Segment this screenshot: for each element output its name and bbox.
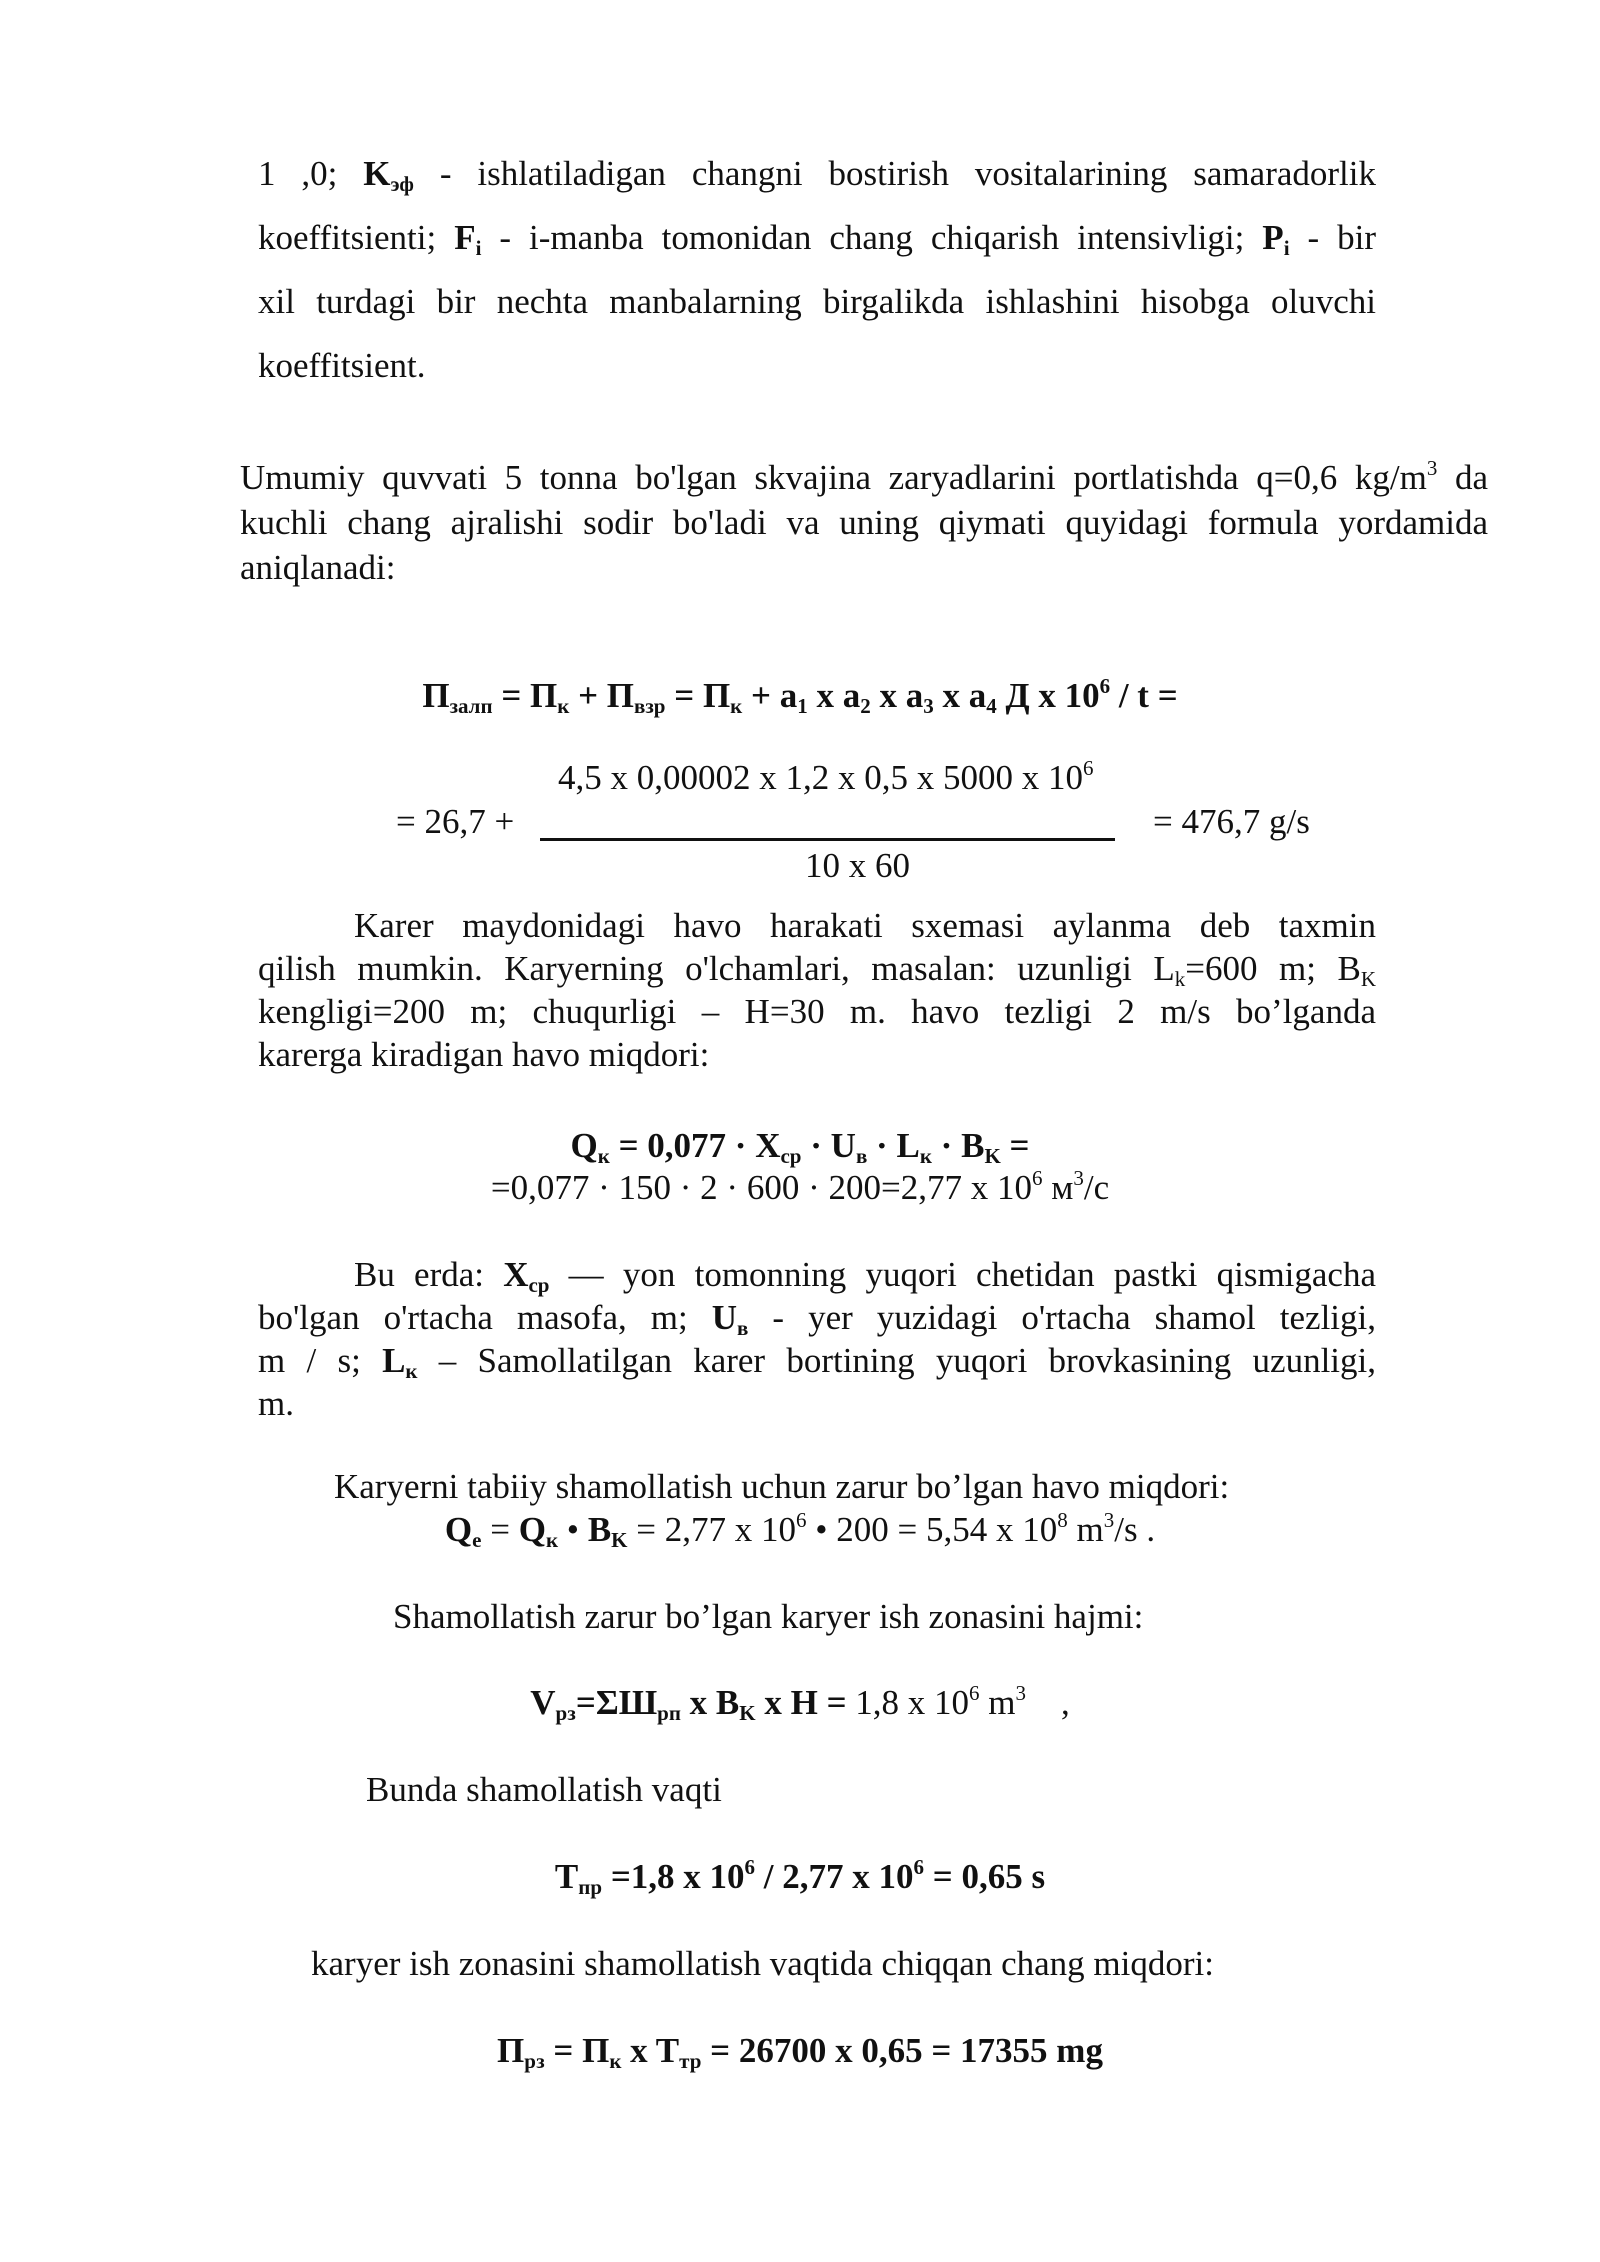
text: bo'lgan o'rtacha masofa, m; xyxy=(258,1298,712,1337)
subscript: 3 xyxy=(923,694,934,718)
formula-bold-part xyxy=(530,1683,847,1725)
paragraph-line xyxy=(258,947,1376,990)
text: X xyxy=(503,1255,529,1294)
paragraph-definitions xyxy=(258,1253,1376,1425)
subscript: взр xyxy=(634,694,666,718)
subscript: 2 xyxy=(860,694,871,718)
subscript: 1 xyxy=(797,694,808,718)
subscript: к xyxy=(609,2049,622,2073)
text: П xyxy=(422,676,450,715)
superscript: 6 xyxy=(744,1855,756,1879)
text: T xyxy=(554,1857,579,1896)
superscript: 6 xyxy=(969,1681,980,1705)
text: = xyxy=(1000,1126,1030,1165)
subscript: к xyxy=(730,694,743,718)
paragraph-line: Karer maydonidagi havo harakati sxemasi aylanma deb taxmin xyxy=(354,906,1376,945)
subscript: эф xyxy=(390,172,414,196)
subscript: K xyxy=(1360,967,1376,991)
superscript: 6 xyxy=(796,1508,807,1532)
text: / t = xyxy=(1110,676,1178,715)
text: • xyxy=(558,1510,588,1549)
work-zone-heading: Shamollatish zarur bo’lgan karyer ish zonasini hajmi: xyxy=(393,1597,1144,1636)
text: m xyxy=(979,1683,1016,1722)
subscript: e xyxy=(472,1528,482,1552)
fraction-result: = 476,7 g/s xyxy=(1153,802,1310,841)
symbol-x xyxy=(503,1255,550,1297)
subscript: ср xyxy=(780,1144,802,1168)
text: = 26700 x 0,65 = 17355 mg xyxy=(701,2031,1103,2070)
text: Д x 10 xyxy=(996,676,1100,715)
text: =ΣШ xyxy=(575,1683,658,1722)
superscript: 8 xyxy=(1057,1508,1068,1532)
natural-ventilation-heading: Karyerni tabiiy shamollatish uchun zarur bo’lgan havo miqdori: xyxy=(334,1467,1230,1506)
text: = 0,65 s xyxy=(924,1857,1046,1896)
text: m xyxy=(1067,1510,1104,1549)
paragraph-coefficients xyxy=(258,142,1376,398)
formula-air-quantity-value xyxy=(0,1168,1600,1208)
symbol-k xyxy=(363,154,414,196)
text: 4,5 x 0,00002 x 1,2 x 0,5 x 5000 x 10 xyxy=(558,758,1083,797)
paragraph-line: m. xyxy=(258,1384,294,1423)
symbol-q xyxy=(444,1510,482,1552)
text: Q xyxy=(444,1510,473,1549)
superscript: 6 xyxy=(1031,1166,1043,1190)
symbol-f xyxy=(454,218,482,260)
paragraph-explosion xyxy=(240,455,1488,590)
formula-dust-amount xyxy=(0,2031,1600,2071)
text: - i-manba tomonidan chang chiqarish intensivligi; xyxy=(481,218,1263,257)
text: x T xyxy=(621,2031,680,2070)
text: L xyxy=(382,1341,406,1380)
paragraph-air-scheme xyxy=(258,904,1376,1076)
text: koeffitsienti; xyxy=(258,218,455,257)
symbol-u xyxy=(711,1298,749,1340)
subscript: i xyxy=(475,236,482,260)
superscript: 6 xyxy=(1083,756,1094,780)
paragraph-line: kuchli chang ajralishi sodir bo'ladi va uning qiymati quyidagi formula yordamida xyxy=(240,503,1488,542)
superscript: 6 xyxy=(913,1855,924,1879)
subscript: рз xyxy=(524,2049,545,2073)
text: da xyxy=(1437,458,1488,497)
subscript: 4 xyxy=(986,694,997,718)
text: · L xyxy=(867,1126,920,1165)
subscript: i xyxy=(1283,236,1290,260)
symbol-l xyxy=(382,1341,418,1383)
text: K xyxy=(363,154,391,193)
fraction-bar xyxy=(540,838,1115,841)
text: Q xyxy=(518,1510,546,1549)
fraction-denominator: 10 x 60 xyxy=(805,846,910,885)
formula-ventilation-time xyxy=(0,1857,1600,1897)
text: V xyxy=(530,1683,556,1722)
text: 1 ,0; xyxy=(258,154,364,193)
paragraph-line xyxy=(258,1296,1376,1339)
text: - bir xyxy=(1289,218,1376,257)
superscript: 3 xyxy=(1426,456,1438,480)
subscript: залп xyxy=(449,694,493,718)
text: m / s; xyxy=(258,1341,383,1380)
paragraph-line xyxy=(258,142,1376,206)
superscript: 6 xyxy=(1099,674,1111,698)
paragraph-line: xil turdagi bir nechta manbalarning birgalikda ishlashini hisobga oluvchi xyxy=(258,282,1376,321)
superscript: 3 xyxy=(1103,1508,1115,1532)
paragraph-line: karerga kiradigan havo miqdori: xyxy=(258,1035,710,1074)
symbol-qk xyxy=(518,1510,559,1552)
text: qilish mumkin. Karyerning o'lchamlari, masalan: uzunligi L xyxy=(258,949,1175,988)
paragraph-line xyxy=(258,206,1376,270)
subscript: рз xyxy=(555,1701,576,1725)
subscript: к xyxy=(545,1528,559,1552)
subscript: к xyxy=(919,1144,932,1168)
text: Q xyxy=(570,1126,598,1165)
subscript: пр xyxy=(578,1875,603,1899)
text: x a xyxy=(807,676,861,715)
text: + П xyxy=(569,676,635,715)
text: + a xyxy=(742,676,798,715)
paragraph-line xyxy=(258,1339,1376,1382)
dust-amount-heading: karyer ish zonasini shamollatish vaqtida chiqqan chang miqdori: xyxy=(311,1944,1214,1983)
text: , xyxy=(1026,1683,1070,1722)
text: · U xyxy=(801,1126,856,1165)
text: - yer yuzidagi o'rtacha shamol tezligi, xyxy=(748,1298,1376,1337)
formula-air-quantity xyxy=(0,1126,1600,1166)
superscript: 3 xyxy=(1073,1166,1084,1190)
text: — yon tomonning yuqori chetidan pastki qismigacha xyxy=(549,1255,1376,1294)
text: = П xyxy=(544,2031,610,2070)
subscript: тр xyxy=(679,2049,702,2073)
subscript: в xyxy=(855,1144,868,1168)
text: - ishlatiladigan changni bostirish vositalarining samaradorlik xyxy=(413,154,1376,193)
text: /с xyxy=(1083,1168,1110,1207)
text: П xyxy=(497,2031,525,2070)
text: – Samollatilgan karer bortining yuqori brovkasining uzunligi, xyxy=(417,1341,1377,1380)
paragraph-line: koeffitsient. xyxy=(258,346,426,385)
text: · B xyxy=(931,1126,985,1165)
text: B xyxy=(587,1510,612,1549)
text: F xyxy=(454,218,476,257)
text: м xyxy=(1042,1168,1074,1207)
text: x a xyxy=(870,676,924,715)
subscript: ср xyxy=(528,1273,550,1297)
symbol-bk xyxy=(587,1510,628,1552)
subscript: k xyxy=(1174,967,1186,991)
text: x a xyxy=(933,676,987,715)
text: = 2,77 x 10 xyxy=(627,1510,797,1549)
text: P xyxy=(1262,218,1284,257)
text: =0,077 · 150 · 2 · 600 · 200=2,77 x 10 xyxy=(490,1168,1032,1207)
text: = П xyxy=(492,676,558,715)
fraction-left-term: = 26,7 + xyxy=(396,802,515,841)
text: /s . xyxy=(1114,1510,1156,1549)
symbol-p xyxy=(1262,218,1290,260)
paragraph-line xyxy=(258,1253,1376,1296)
paragraph-line xyxy=(240,455,1488,500)
subscript: к xyxy=(405,1359,418,1383)
text: = 0,077 · X xyxy=(609,1126,781,1165)
fraction-numerator xyxy=(558,758,1094,798)
text: 1,8 x 10 xyxy=(846,1683,970,1722)
subscript: в xyxy=(737,1316,749,1340)
subscript: K xyxy=(611,1528,628,1552)
subscript: к xyxy=(597,1144,610,1168)
text: Bu erda: xyxy=(354,1255,504,1294)
paragraph-line: aniqlanadi: xyxy=(240,548,396,587)
text: U xyxy=(711,1298,738,1337)
subscript: K xyxy=(739,1701,756,1725)
text: / 2,77 x 10 xyxy=(755,1857,914,1896)
text: Umumiy quvvati 5 tonna bo'lgan skvajina zaryadlarini portlatishda q=0,6 kg/m xyxy=(240,458,1427,497)
text: = xyxy=(481,1510,519,1549)
superscript: 3 xyxy=(1015,1681,1027,1705)
text: • 200 = 5,54 x 10 xyxy=(806,1510,1058,1549)
subscript: рп xyxy=(657,1701,681,1725)
ventilation-time-heading: Bunda shamollatish vaqti xyxy=(366,1770,722,1809)
text: x B xyxy=(680,1683,740,1722)
formula-natural-ventilation xyxy=(0,1510,1600,1550)
text: =1,8 x 10 xyxy=(602,1857,745,1896)
subscript: к xyxy=(557,694,570,718)
text: x H = xyxy=(755,1683,847,1722)
formula-work-zone-volume xyxy=(0,1683,1600,1723)
paragraph-line: kengligi=200 m; chuqurligi – H=30 m. havo tezligi 2 m/s bo’lganda xyxy=(258,992,1376,1031)
text: = П xyxy=(665,676,731,715)
subscript: K xyxy=(984,1144,1001,1168)
formula-dust-emission xyxy=(0,676,1600,716)
text: =600 m; B xyxy=(1185,949,1361,988)
